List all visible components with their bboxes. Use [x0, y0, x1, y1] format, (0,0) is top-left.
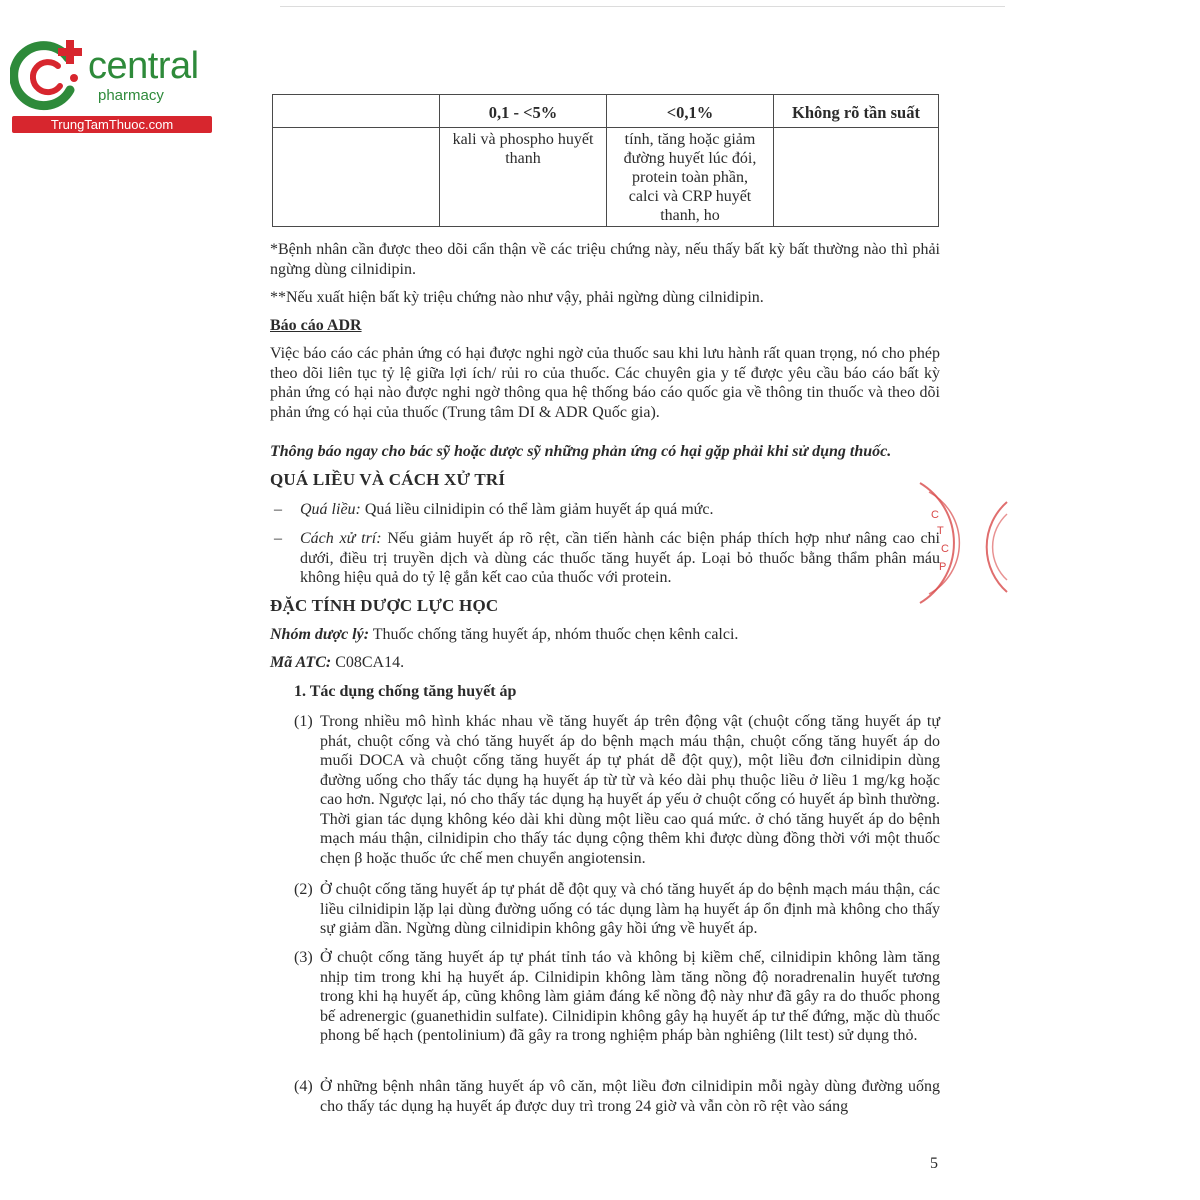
paragraph-number: (1) — [294, 713, 313, 730]
atc-code — [270, 653, 940, 673]
top-rule — [280, 6, 1005, 7]
note-double-asterisk: **Nếu xuất hiện bất kỳ triệu chứng nào như vậy, phải ngừng dùng cilnidipin. — [270, 289, 764, 306]
note-single-asterisk: *Bệnh nhân cần được theo dõi cẩn thận về các triệu chứng này, nếu thấy bất kỳ bất thường nào thì phải ngừng dùng cilnidipin. — [270, 241, 940, 278]
paragraph-text: Trong nhiều mô hình khác nhau về tăng huyết áp trên động vật (chuột cống tăng huyết áp tự phát, chuột cống và chó tăng huyết áp do bệnh mạch máu thận, chuột cống tăng huyết áp do muối DOCA và chuột cống tăng huyết áp tự phát dễ đột quỵ), một liều đơn cilnidipin dùng đường uống cho thấy tác dụng hạ huyết áp từ từ và kéo dài phụ thuộc liều ở liều 1 mg/kg hoặc cao hơn. Ngược lại, nó cho thấy tác dụng hạ huyết áp yếu ở chuột cống có huyết áp bình thường. Thời gian tác dụng không kéo dài khi dùng một liều cao quá mức. ở chó tăng huyết áp do bệnh mạch máu thận, cilnidipin cho thấy tác dụng cộng thêm khi được dùng đồng thời với một thuốc chẹn β hoặc thuốc ức chế men chuyển angiotensin. — [320, 713, 940, 867]
table-header-cell: Không rõ tần suất — [774, 95, 939, 128]
paragraph-number: (2) — [294, 881, 313, 898]
page-number: 5 — [930, 1155, 938, 1172]
table-cell — [273, 128, 440, 227]
overdose-item — [274, 500, 940, 520]
adr-heading: Báo cáo ADR — [270, 317, 362, 334]
pharmacological-group — [270, 625, 940, 645]
table-header-cell — [273, 95, 440, 128]
adverse-effect-frequency-table — [272, 94, 939, 227]
overdose-item-text: Quá liều cilnidipin có thể làm giảm huyết áp quá mức. — [360, 501, 714, 518]
paragraph-text: Ở chuột cống tăng huyết áp tự phát tỉnh táo và không bị kiềm chế, cilnidipin không làm tăng nhịp tim trong khi hạ huyết áp. Cilnidipin không làm tăng nồng độ noradrenalin huyết tương trong khi hạ huyết áp, cũng không làm giảm đáng kể nồng độ này như đã gây ra do thuốc phong bế adrenergic (guanethidin sulfate). Cilnidipin không gây hạ huyết áp tư thế đứng, mặc dù thuốc phong bế hạch (pentolinium) đã gây ra trong nghiệm pháp bàn nghiêng (lilt test) sử dụng thỏ. — [320, 949, 940, 1044]
pharmacy-c-cross-icon — [10, 38, 90, 114]
paragraph-number: (4) — [294, 1078, 313, 1095]
table-cell: kali và phospho huyết thanh — [440, 128, 607, 227]
table-cell: tính, tăng hoặc giảm đường huyết lúc đói, protein toàn phần, calci và CRP huyết thanh, ho — [607, 128, 774, 227]
adr-body: Việc báo cáo các phản ứng có hại được nghi ngờ của thuốc sau khi lưu hành rất quan trọng, nó cho phép theo dõi liên tục tỷ lệ giữa lợi ích/ rủi ro của thuốc. Các chuyên gia y tế được yêu cầu báo cáo bất kỳ phản ứng có hại nào được nghi ngờ thông qua hệ thống báo cáo quốc gia về thông tin thuốc và theo dõi phản ứng có hại của thuốc (Trung tâm DI & ADR Quốc gia). — [270, 345, 940, 421]
list-dash: – — [274, 501, 282, 518]
numbered-paragraph — [294, 712, 940, 868]
numbered-paragraph — [294, 948, 940, 1046]
logo-brand-sub: pharmacy — [98, 87, 164, 104]
treatment-item-label: Cách xử trí: — [300, 530, 382, 547]
svg-text:P: P — [939, 561, 947, 573]
logo-brand-name: central — [88, 45, 199, 87]
adr-notice: Thông báo ngay cho bác sỹ hoặc dược sỹ những phản ứng có hại gặp phải khi sử dụng thuốc. — [270, 443, 892, 460]
group-label: Nhóm dược lý: — [270, 626, 370, 643]
numbered-paragraph — [294, 880, 940, 939]
table-header-cell: <0,1% — [607, 95, 774, 128]
atc-label: Mã ATC: — [270, 654, 332, 671]
paragraph-text: Ở những bệnh nhân tăng huyết áp vô căn, một liều đơn cilnidipin mỗi ngày dùng đường uống cho thấy tác dụng hạ huyết áp được duy trì trong 24 giờ và vẫn còn rõ rệt vào sáng — [320, 1078, 940, 1115]
svg-text:C: C — [941, 543, 949, 555]
svg-text:C: C — [931, 509, 939, 521]
table-header-cell: 0,1 - <5% — [440, 95, 607, 128]
paragraph-number: (3) — [294, 949, 313, 966]
seal-stamp-fragment — [985, 500, 1009, 595]
table-header-row — [273, 95, 939, 128]
overdose-heading: QUÁ LIỀU VÀ CÁCH XỬ TRÍ — [270, 470, 506, 489]
atc-text: C08CA14. — [331, 654, 405, 671]
list-dash: – — [274, 530, 282, 547]
paragraph-text: Ở chuột cống tăng huyết áp tự phát dễ đột quỵ và chó tăng huyết áp do bệnh mạch máu thận, các liều cilnidipin lặp lại dùng đường uống có tác dụng làm hạ huyết áp ổn định mà không cho thấy sự giảm dần. Ngừng dùng cilnidipin không gây hồi ứng về huyết áp. — [320, 881, 940, 937]
central-pharmacy-logo[interactable] — [10, 38, 215, 136]
treatment-item-text: Nếu giảm huyết áp rõ rệt, cần tiến hành các biện pháp thích hợp như nâng cao chi dưới, điều trị truyền dịch và dùng các thuốc tăng huyết áp. Loại bỏ thuốc bằng thẩm phân máu không hiệu quả do tỷ lệ gắn kết cao của thuốc với protein. — [300, 530, 941, 586]
table-cell — [774, 128, 939, 227]
table-row — [273, 128, 939, 227]
numbered-paragraph — [294, 1077, 940, 1116]
svg-text:T: T — [937, 525, 944, 537]
treatment-item — [274, 529, 941, 588]
overdose-item-label: Quá liều: — [300, 501, 361, 518]
logo-url-banner: TrungTamThuoc.com — [12, 116, 212, 133]
group-text: Thuốc chống tăng huyết áp, nhóm thuốc chẹn kênh calci. — [369, 626, 739, 643]
pharmacodynamics-heading: ĐẶC TÍNH DƯỢC LỰC HỌC — [270, 596, 499, 615]
section-antihypertensive-heading: 1. Tác dụng chống tăng huyết áp — [294, 683, 517, 700]
